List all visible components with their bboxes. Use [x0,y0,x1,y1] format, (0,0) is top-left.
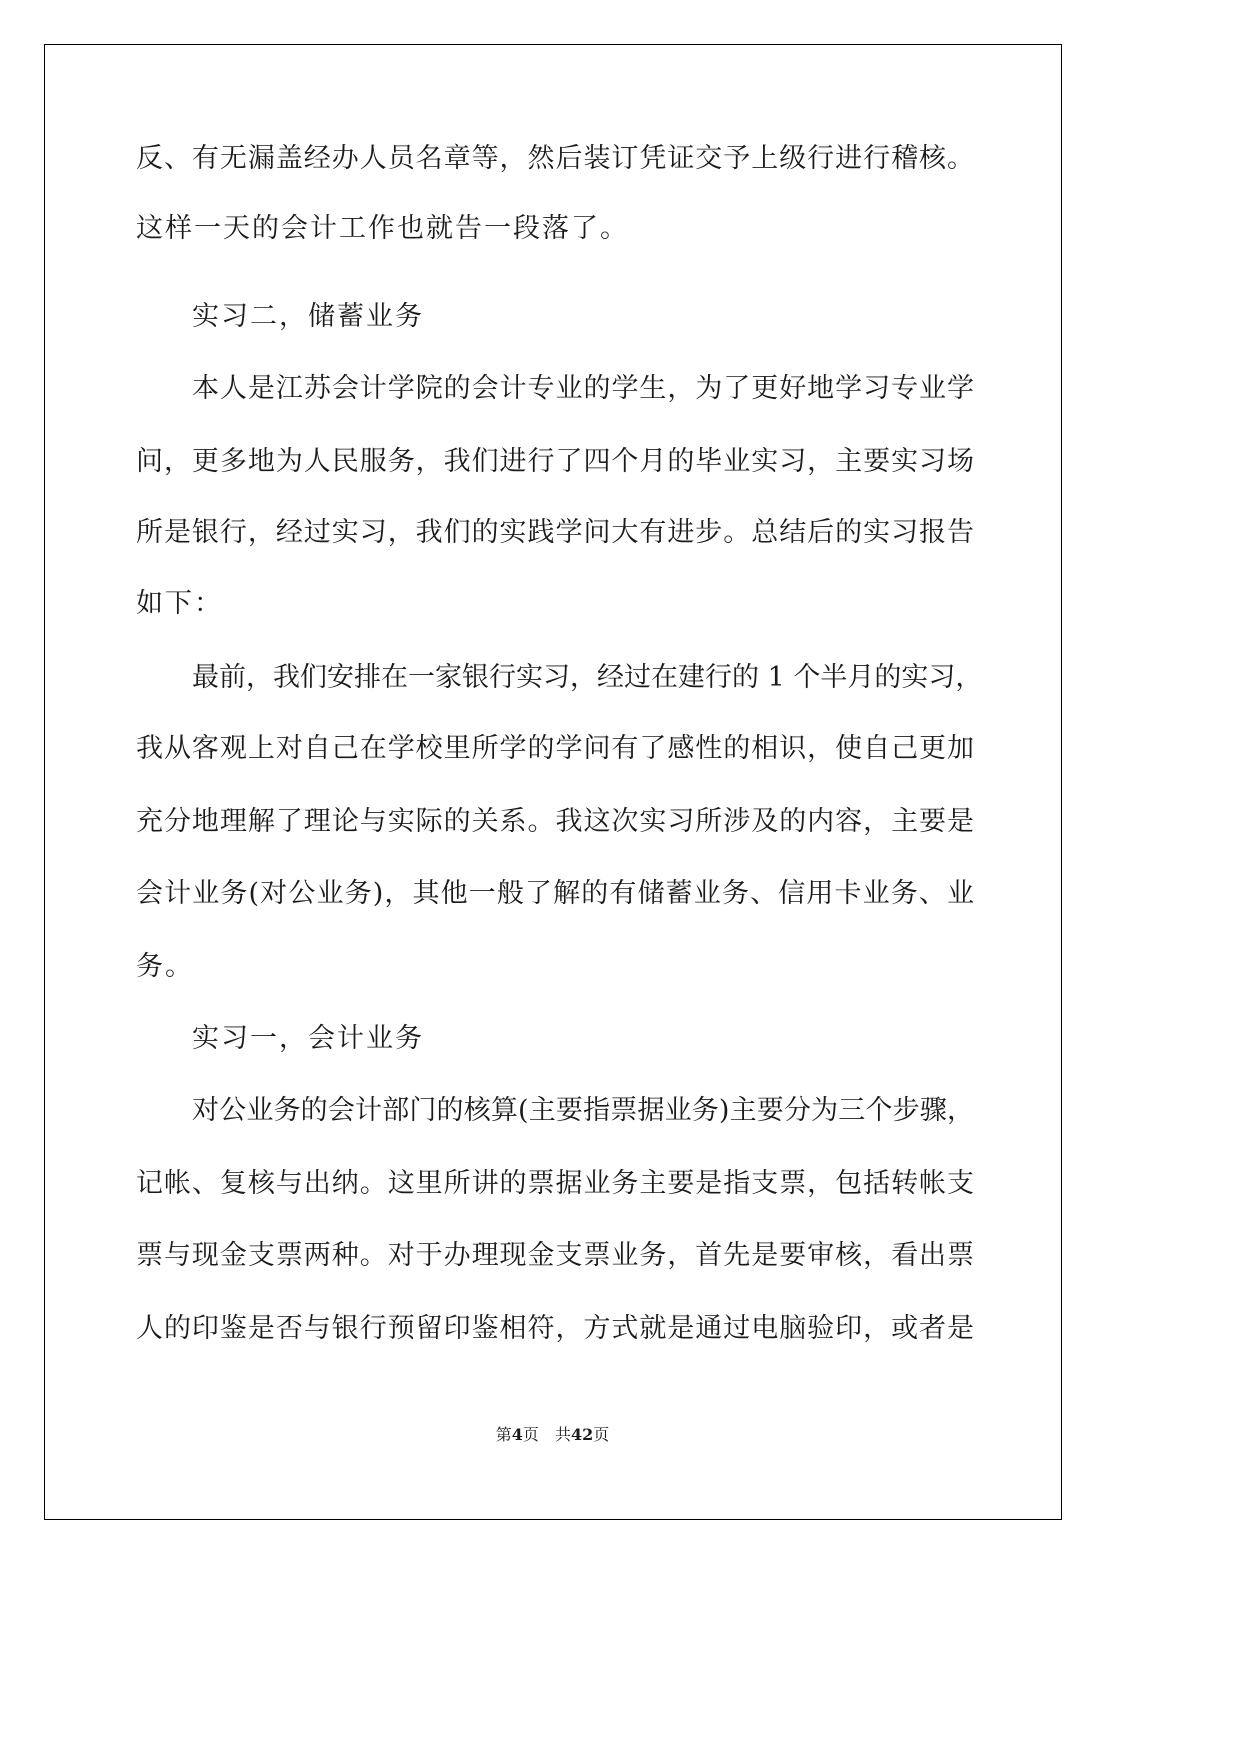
page-prefix: 第 [495,1425,512,1444]
body-line-8: 最前，我们安排在一家银行实习，经过在建行的 1 个半月的实习， [192,662,983,693]
page-number: 4 [511,1425,523,1444]
body-line-16: 票与现金支票两种。对于办理现金支票业务，首先是要审核，看出票 [136,1240,974,1271]
page-suffix: 页 [522,1425,539,1444]
body-line-12: 务。 [136,951,194,982]
section-heading-accounting: 实习一，会计业务 [192,1023,424,1054]
body-line-15: 记帐、复核与出纳。这里所讲的票据业务主要是指支票，包括转帐支 [136,1168,974,1199]
body-line-6: 所是银行，经过实习，我们的实践学问大有进步。总结后的实习报告 [136,517,974,548]
body-line-5: 问，更多地为人民服务，我们进行了四个月的毕业实习，主要实习场 [136,446,974,477]
page-footer [0,1425,1105,1445]
body-line-17: 人的印鉴是否与银行预留印鉴相符，方式就是通过电脑验印，或者是 [136,1313,974,1344]
body-line-14: 对公业务的会计部门的核算(主要指票据业务)主要分为三个步骤， [192,1095,974,1126]
body-line-10: 充分地理解了理论与实际的关系。我这次实习所涉及的内容，主要是 [136,806,974,837]
total-pages: 42 [570,1425,594,1444]
total-prefix: 共 [554,1425,571,1444]
total-suffix: 页 [593,1425,610,1444]
page-border [44,44,1062,1520]
body-line-4: 本人是江苏会计学院的会计专业的学生，为了更好地学习专业学 [192,373,974,404]
body-line-1: 反、有无漏盖经办人员名章等，然后装订凭证交予上级行进行稽核。 [136,143,974,174]
body-line-2: 这样一天的会计工作也就告一段落了。 [136,213,629,244]
body-line-9: 我从客观上对自己在学校里所学的学问有了感性的相识，使自己更加 [136,733,974,764]
body-line-7: 如下： [136,588,223,619]
section-heading-savings: 实习二，储蓄业务 [192,301,424,332]
body-line-11: 会计业务(对公业务)，其他一般了解的有储蓄业务、信用卡业务、业 [136,878,974,909]
